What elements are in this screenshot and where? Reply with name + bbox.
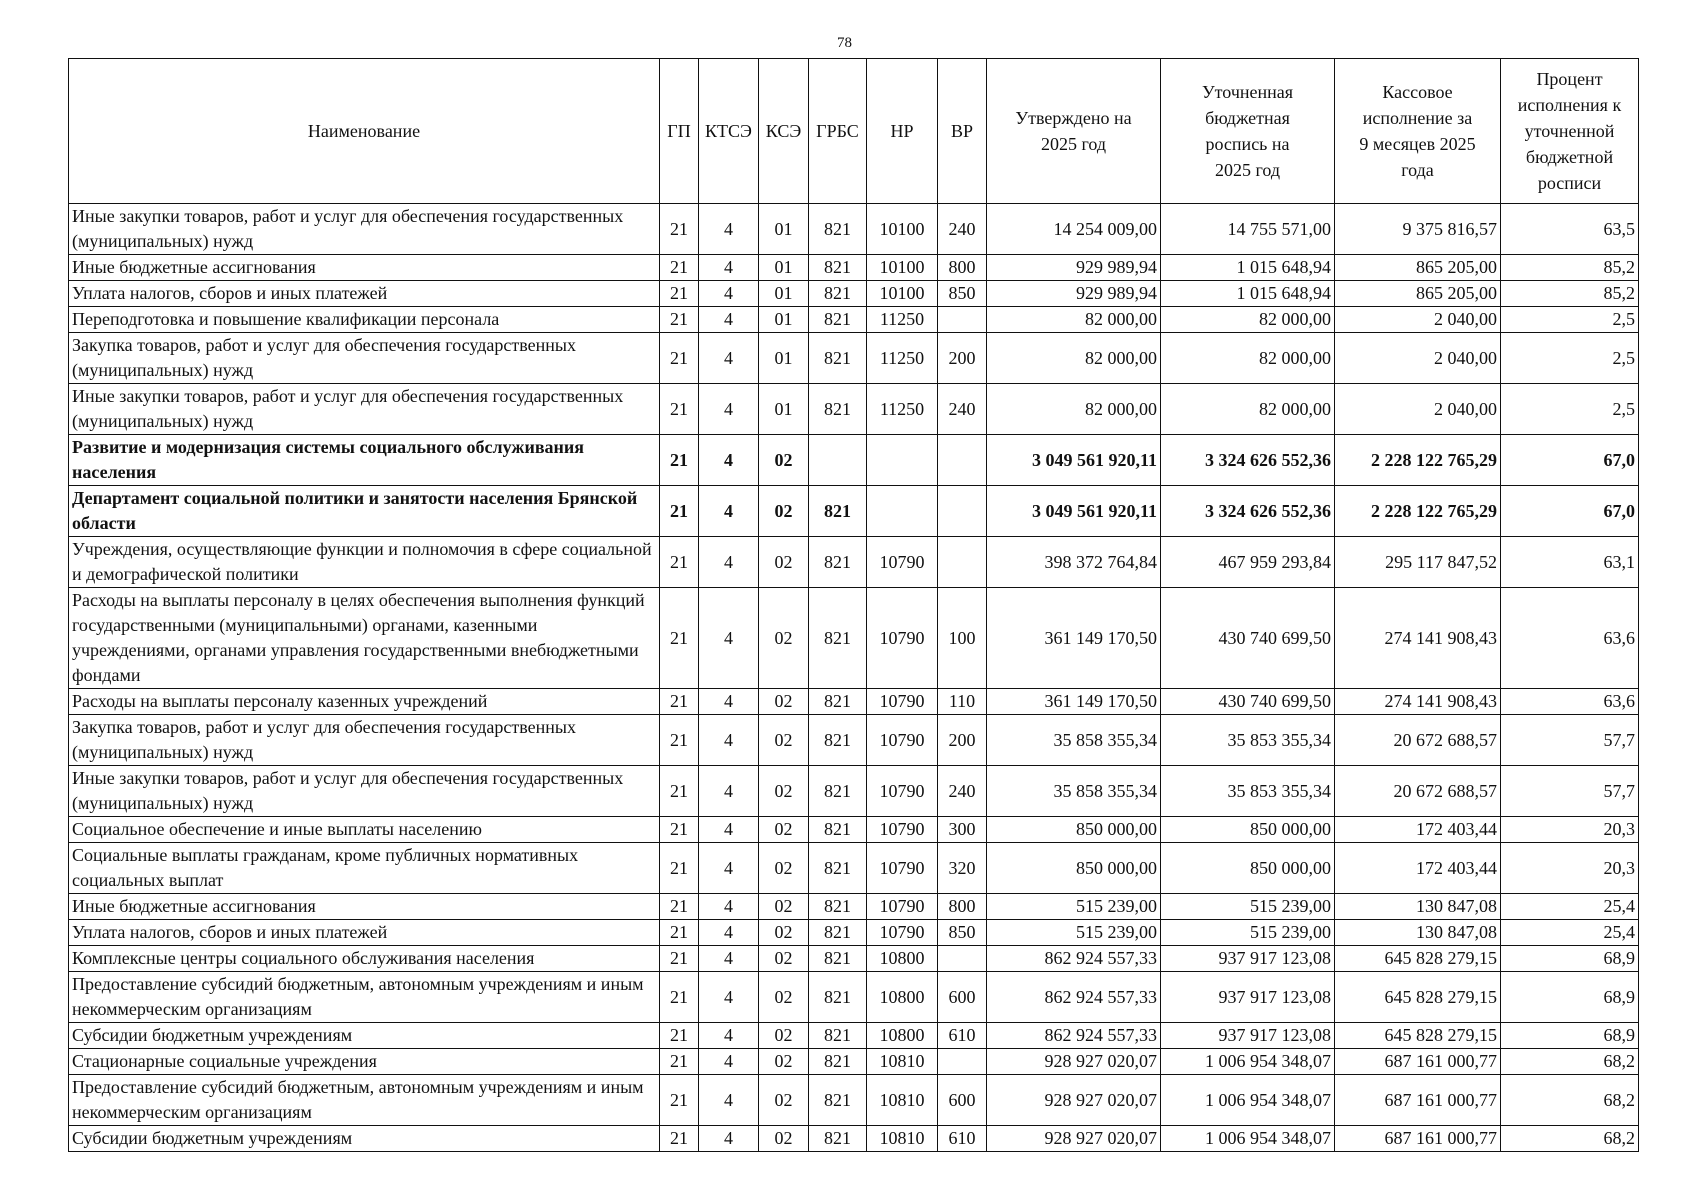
cell-approved: 3 049 561 920,11 [987,486,1161,537]
cell-gp: 21 [660,766,699,817]
cell-refined: 937 917 123,08 [1161,946,1335,972]
cell-name: Предоставление субсидий бюджетным, автономным учреждениям и иным некоммерческим организациям [69,1075,660,1126]
cell-refined: 467 959 293,84 [1161,537,1335,588]
cell-vr: 850 [938,920,987,946]
cell-nr: 10100 [867,255,938,281]
cell-kse: 02 [759,920,809,946]
cell-kse: 02 [759,766,809,817]
cell-grbs: 821 [809,281,867,307]
cell-name: Субсидии бюджетным учреждениям [69,1023,660,1049]
cell-approved: 361 149 170,50 [987,588,1161,689]
cell-gp: 21 [660,537,699,588]
cell-refined: 14 755 571,00 [1161,204,1335,255]
cell-gp: 21 [660,972,699,1023]
cell-approved: 3 049 561 920,11 [987,435,1161,486]
cell-gp: 21 [660,715,699,766]
cell-ktse: 4 [699,946,759,972]
cell-percent: 2,5 [1501,333,1639,384]
cell-grbs: 821 [809,715,867,766]
cell-nr: 10100 [867,204,938,255]
cell-percent: 68,9 [1501,972,1639,1023]
cell-gp: 21 [660,486,699,537]
cell-ktse: 4 [699,486,759,537]
cell-vr: 240 [938,384,987,435]
table-row [69,486,1639,537]
cell-kse: 01 [759,307,809,333]
cell-approved: 398 372 764,84 [987,537,1161,588]
cell-cash: 2 228 122 765,29 [1335,486,1501,537]
cell-refined: 82 000,00 [1161,307,1335,333]
cell-approved: 515 239,00 [987,920,1161,946]
header-grbs: ГРБС [809,59,867,204]
cell-grbs: 821 [809,766,867,817]
table-row [69,1049,1639,1075]
cell-cash: 172 403,44 [1335,817,1501,843]
cell-gp: 21 [660,894,699,920]
cell-refined: 1 006 954 348,07 [1161,1126,1335,1152]
cell-cash: 2 040,00 [1335,384,1501,435]
cell-name: Стационарные социальные учреждения [69,1049,660,1075]
cell-gp: 21 [660,588,699,689]
cell-gp: 21 [660,920,699,946]
cell-kse: 02 [759,1049,809,1075]
cell-vr: 610 [938,1126,987,1152]
cell-percent: 25,4 [1501,920,1639,946]
header-name: Наименование [69,59,660,204]
cell-cash: 20 672 688,57 [1335,766,1501,817]
cell-vr: 320 [938,843,987,894]
cell-nr: 10790 [867,588,938,689]
cell-ktse: 4 [699,333,759,384]
cell-kse: 02 [759,435,809,486]
cell-kse: 02 [759,1075,809,1126]
cell-ktse: 4 [699,766,759,817]
cell-nr: 10800 [867,1023,938,1049]
cell-name: Иные закупки товаров, работ и услуг для обеспечения государственных (муниципальных) нужд [69,384,660,435]
cell-nr: 11250 [867,384,938,435]
cell-grbs: 821 [809,894,867,920]
cell-percent: 68,9 [1501,1023,1639,1049]
cell-ktse: 4 [699,715,759,766]
cell-vr [938,307,987,333]
cell-cash: 20 672 688,57 [1335,715,1501,766]
cell-ktse: 4 [699,1049,759,1075]
cell-approved: 929 989,94 [987,281,1161,307]
cell-refined: 3 324 626 552,36 [1161,435,1335,486]
cell-approved: 14 254 009,00 [987,204,1161,255]
cell-nr: 10800 [867,946,938,972]
cell-ktse: 4 [699,972,759,1023]
cell-grbs: 821 [809,384,867,435]
cell-percent: 68,2 [1501,1049,1639,1075]
cell-cash: 865 205,00 [1335,255,1501,281]
cell-nr: 10810 [867,1075,938,1126]
table-row [69,689,1639,715]
cell-vr: 100 [938,588,987,689]
table-row [69,333,1639,384]
cell-grbs: 821 [809,333,867,384]
cell-ktse: 4 [699,281,759,307]
cell-gp: 21 [660,435,699,486]
cell-percent: 2,5 [1501,307,1639,333]
cell-vr: 110 [938,689,987,715]
cell-nr: 10100 [867,281,938,307]
cell-nr: 10790 [867,689,938,715]
cell-refined: 1 006 954 348,07 [1161,1075,1335,1126]
cell-name: Департамент социальной политики и занятости населения Брянской области [69,486,660,537]
cell-kse: 01 [759,255,809,281]
cell-cash: 172 403,44 [1335,843,1501,894]
cell-cash: 274 141 908,43 [1335,689,1501,715]
cell-kse: 02 [759,537,809,588]
cell-approved: 850 000,00 [987,817,1161,843]
table-row [69,1126,1639,1152]
cell-gp: 21 [660,204,699,255]
cell-vr [938,435,987,486]
cell-percent: 57,7 [1501,715,1639,766]
cell-refined: 1 006 954 348,07 [1161,1049,1335,1075]
cell-grbs: 821 [809,537,867,588]
cell-percent: 63,6 [1501,689,1639,715]
cell-gp: 21 [660,333,699,384]
cell-vr: 850 [938,281,987,307]
cell-gp: 21 [660,946,699,972]
cell-approved: 929 989,94 [987,255,1161,281]
cell-refined: 1 015 648,94 [1161,281,1335,307]
cell-refined: 3 324 626 552,36 [1161,486,1335,537]
cell-cash: 687 161 000,77 [1335,1126,1501,1152]
cell-grbs: 821 [809,486,867,537]
table-row [69,307,1639,333]
cell-refined: 35 853 355,34 [1161,766,1335,817]
cell-approved: 35 858 355,34 [987,715,1161,766]
cell-percent: 20,3 [1501,817,1639,843]
cell-percent: 63,5 [1501,204,1639,255]
cell-kse: 01 [759,281,809,307]
cell-vr [938,486,987,537]
cell-vr [938,537,987,588]
cell-vr: 240 [938,766,987,817]
cell-ktse: 4 [699,255,759,281]
cell-refined: 515 239,00 [1161,920,1335,946]
cell-kse: 02 [759,486,809,537]
cell-vr: 200 [938,715,987,766]
cell-name: Иные бюджетные ассигнования [69,894,660,920]
cell-percent: 85,2 [1501,281,1639,307]
cell-kse: 01 [759,333,809,384]
cell-vr: 600 [938,972,987,1023]
cell-kse: 02 [759,946,809,972]
cell-approved: 35 858 355,34 [987,766,1161,817]
table-row [69,281,1639,307]
cell-percent: 63,6 [1501,588,1639,689]
cell-percent: 67,0 [1501,435,1639,486]
cell-ktse: 4 [699,1023,759,1049]
cell-grbs: 821 [809,1023,867,1049]
cell-vr: 610 [938,1023,987,1049]
cell-approved: 82 000,00 [987,307,1161,333]
cell-kse: 02 [759,689,809,715]
table-row [69,435,1639,486]
table-row [69,817,1639,843]
cell-name: Расходы на выплаты персоналу в целях обеспечения выполнения функций государственными (муниципальными) органами, казенными учреждениями, органами управления государственными внебюджетными фондами [69,588,660,689]
cell-vr: 200 [938,333,987,384]
cell-grbs: 821 [809,689,867,715]
cell-approved: 862 924 557,33 [987,946,1161,972]
cell-name: Иные бюджетные ассигнования [69,255,660,281]
cell-nr: 10790 [867,843,938,894]
cell-ktse: 4 [699,894,759,920]
cell-cash: 645 828 279,15 [1335,1023,1501,1049]
cell-approved: 850 000,00 [987,843,1161,894]
cell-grbs: 821 [809,972,867,1023]
cell-approved: 82 000,00 [987,333,1161,384]
table-row [69,1023,1639,1049]
cell-name: Комплексные центры социального обслуживания населения [69,946,660,972]
cell-approved: 928 927 020,07 [987,1126,1161,1152]
cell-cash: 295 117 847,52 [1335,537,1501,588]
header-percent: Процент исполнения к уточненной бюджетной росписи [1501,59,1639,204]
cell-gp: 21 [660,817,699,843]
cell-gp: 21 [660,255,699,281]
cell-gp: 21 [660,843,699,894]
cell-cash: 2 228 122 765,29 [1335,435,1501,486]
cell-nr: 10790 [867,920,938,946]
cell-ktse: 4 [699,204,759,255]
cell-refined: 850 000,00 [1161,817,1335,843]
cell-cash: 9 375 816,57 [1335,204,1501,255]
header-vr: ВР [938,59,987,204]
cell-grbs: 821 [809,204,867,255]
cell-refined: 1 015 648,94 [1161,255,1335,281]
cell-vr: 600 [938,1075,987,1126]
cell-grbs: 821 [809,817,867,843]
cell-grbs: 821 [809,1049,867,1075]
cell-percent: 25,4 [1501,894,1639,920]
cell-ktse: 4 [699,435,759,486]
cell-gp: 21 [660,307,699,333]
cell-name: Учреждения, осуществляющие функции и полномочия в сфере социальной и демографической политики [69,537,660,588]
cell-vr: 240 [938,204,987,255]
cell-percent: 57,7 [1501,766,1639,817]
header-nr: НР [867,59,938,204]
page-number: 78 [837,35,852,51]
cell-kse: 01 [759,204,809,255]
cell-name: Закупка товаров, работ и услуг для обеспечения государственных (муниципальных) нужд [69,333,660,384]
cell-name: Переподготовка и повышение квалификации персонала [69,307,660,333]
cell-name: Закупка товаров, работ и услуг для обеспечения государственных (муниципальных) нужд [69,715,660,766]
cell-gp: 21 [660,281,699,307]
table-row [69,715,1639,766]
cell-ktse: 4 [699,843,759,894]
table-row [69,384,1639,435]
cell-name: Развитие и модернизация системы социального обслуживания населения [69,435,660,486]
cell-nr: 10810 [867,1049,938,1075]
cell-name: Расходы на выплаты персоналу казенных учреждений [69,689,660,715]
cell-grbs: 821 [809,920,867,946]
cell-nr: 10810 [867,1126,938,1152]
cell-refined: 35 853 355,34 [1161,715,1335,766]
cell-refined: 430 740 699,50 [1161,588,1335,689]
cell-name: Иные закупки товаров, работ и услуг для обеспечения государственных (муниципальных) нужд [69,204,660,255]
cell-kse: 02 [759,843,809,894]
cell-cash: 687 161 000,77 [1335,1049,1501,1075]
cell-grbs: 821 [809,588,867,689]
cell-grbs: 821 [809,946,867,972]
cell-name: Уплата налогов, сборов и иных платежей [69,281,660,307]
cell-percent: 63,1 [1501,537,1639,588]
cell-cash: 645 828 279,15 [1335,946,1501,972]
table-row [69,843,1639,894]
cell-kse: 01 [759,384,809,435]
cell-approved: 928 927 020,07 [987,1075,1161,1126]
cell-grbs: 821 [809,1126,867,1152]
cell-cash: 130 847,08 [1335,894,1501,920]
cell-refined: 937 917 123,08 [1161,1023,1335,1049]
cell-percent: 20,3 [1501,843,1639,894]
table-body [69,204,1639,1152]
cell-cash: 645 828 279,15 [1335,972,1501,1023]
cell-nr [867,435,938,486]
cell-ktse: 4 [699,537,759,588]
table-row [69,972,1639,1023]
cell-refined: 82 000,00 [1161,384,1335,435]
cell-nr: 10790 [867,817,938,843]
cell-cash: 274 141 908,43 [1335,588,1501,689]
cell-ktse: 4 [699,588,759,689]
cell-nr: 11250 [867,307,938,333]
cell-grbs: 821 [809,307,867,333]
cell-ktse: 4 [699,307,759,333]
table-row [69,255,1639,281]
cell-nr: 10790 [867,537,938,588]
cell-kse: 02 [759,1023,809,1049]
table-row [69,204,1639,255]
cell-grbs: 821 [809,843,867,894]
cell-vr: 800 [938,894,987,920]
cell-gp: 21 [660,1126,699,1152]
cell-ktse: 4 [699,1075,759,1126]
cell-approved: 515 239,00 [987,894,1161,920]
header-cash: Кассовое исполнение за 9 месяцев 2025 года [1335,59,1501,204]
cell-cash: 865 205,00 [1335,281,1501,307]
cell-ktse: 4 [699,384,759,435]
cell-approved: 928 927 020,07 [987,1049,1161,1075]
cell-nr: 10790 [867,766,938,817]
cell-approved: 82 000,00 [987,384,1161,435]
cell-gp: 21 [660,384,699,435]
table-row [69,588,1639,689]
table-row [69,537,1639,588]
cell-approved: 862 924 557,33 [987,972,1161,1023]
header-ktse: КТСЭ [699,59,759,204]
cell-name: Уплата налогов, сборов и иных платежей [69,920,660,946]
table-row [69,766,1639,817]
cell-kse: 02 [759,1126,809,1152]
header-gp: ГП [660,59,699,204]
cell-gp: 21 [660,1023,699,1049]
cell-kse: 02 [759,972,809,1023]
cell-nr: 10790 [867,715,938,766]
cell-vr: 300 [938,817,987,843]
cell-refined: 937 917 123,08 [1161,972,1335,1023]
cell-cash: 2 040,00 [1335,333,1501,384]
cell-vr [938,1049,987,1075]
cell-percent: 2,5 [1501,384,1639,435]
cell-percent: 68,9 [1501,946,1639,972]
cell-approved: 361 149 170,50 [987,689,1161,715]
cell-ktse: 4 [699,689,759,715]
cell-refined: 850 000,00 [1161,843,1335,894]
cell-nr: 10790 [867,894,938,920]
cell-grbs [809,435,867,486]
cell-name: Субсидии бюджетным учреждениям [69,1126,660,1152]
cell-nr: 10800 [867,972,938,1023]
cell-grbs: 821 [809,255,867,281]
cell-kse: 02 [759,817,809,843]
cell-name: Иные закупки товаров, работ и услуг для обеспечения государственных (муниципальных) нужд [69,766,660,817]
cell-ktse: 4 [699,1126,759,1152]
cell-grbs: 821 [809,1075,867,1126]
cell-percent: 67,0 [1501,486,1639,537]
cell-percent: 68,2 [1501,1075,1639,1126]
cell-cash: 2 040,00 [1335,307,1501,333]
cell-kse: 02 [759,894,809,920]
cell-refined: 430 740 699,50 [1161,689,1335,715]
cell-ktse: 4 [699,817,759,843]
cell-cash: 130 847,08 [1335,920,1501,946]
header-kse: КСЭ [759,59,809,204]
cell-gp: 21 [660,1075,699,1126]
cell-kse: 02 [759,588,809,689]
cell-percent: 85,2 [1501,255,1639,281]
cell-gp: 21 [660,1049,699,1075]
table-row [69,1075,1639,1126]
cell-approved: 862 924 557,33 [987,1023,1161,1049]
cell-vr [938,946,987,972]
budget-table [68,58,1639,1152]
table-row [69,946,1639,972]
cell-kse: 02 [759,715,809,766]
cell-nr: 11250 [867,333,938,384]
cell-percent: 68,2 [1501,1126,1639,1152]
cell-cash: 687 161 000,77 [1335,1075,1501,1126]
table-header-row [69,59,1639,204]
table-row [69,894,1639,920]
table-row [69,920,1639,946]
header-approved: Утверждено на 2025 год [987,59,1161,204]
cell-nr [867,486,938,537]
cell-name: Предоставление субсидий бюджетным, автономным учреждениям и иным некоммерческим организациям [69,972,660,1023]
cell-name: Социальные выплаты гражданам, кроме публичных нормативных социальных выплат [69,843,660,894]
cell-refined: 515 239,00 [1161,894,1335,920]
cell-refined: 82 000,00 [1161,333,1335,384]
cell-name: Социальное обеспечение и иные выплаты населению [69,817,660,843]
header-refined: Уточненная бюджетная роспись на 2025 год [1161,59,1335,204]
cell-ktse: 4 [699,920,759,946]
cell-gp: 21 [660,689,699,715]
cell-vr: 800 [938,255,987,281]
